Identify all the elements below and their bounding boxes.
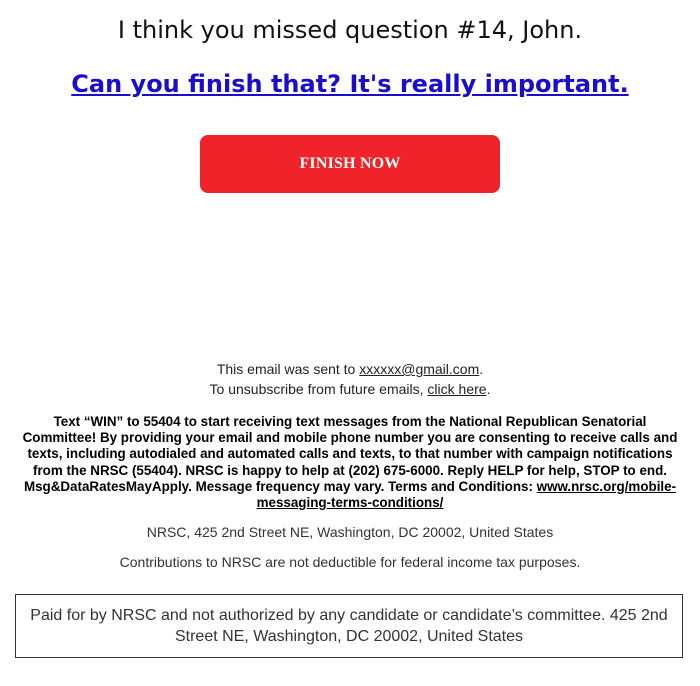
paid-for-box	[15, 594, 683, 658]
finish-now-button[interactable]: FINISH NOW	[200, 135, 500, 193]
paid-for-text: Paid for by NRSC and not authorized by any candidate or candidate’s committee. 425 2nd Street NE, Washington, DC 20002, United States	[30, 607, 668, 645]
terms-conditions-link[interactable]: www.nrsc.org/mobile-messaging-terms-conditions/	[256, 478, 677, 511]
unsubscribe-line	[0, 381, 700, 397]
sent-prefix: This email was sent to	[216, 361, 360, 377]
recipient-email-link[interactable]: xxxxxx@gmail.com	[359, 361, 480, 377]
subhead-link[interactable]: Can you finish that? It's really important.	[71, 70, 629, 98]
unsub-prefix: To unsubscribe from future emails,	[209, 381, 428, 397]
unsubscribe-link[interactable]: click here	[427, 381, 487, 397]
sent-suffix: .	[479, 361, 484, 377]
sms-body: Text “WIN” to 55404 to start receiving text messages from the National Republican Senatorial Committee! By providing your email and mobile phone number you are consenting to receive calls and texts, including autodialed and automated calls and texts, to that number with campaign notifications from the NRSC (55404). NRSC is happy to help at (202) 675-6000. Reply HELP for help, STOP to end. Msg&DataRatesMayApply. Message frequency may vary. Terms and Conditions:	[22, 414, 678, 494]
unsub-suffix: .	[486, 381, 491, 397]
sent-to-line	[0, 361, 700, 377]
mailing-address: NRSC, 425 2nd Street NE, Washington, DC 20002, United States	[146, 524, 554, 540]
contributions-disclaimer: Contributions to NRSC are not deductible for federal income tax purposes.	[119, 554, 581, 570]
headline: I think you missed question #14, John.	[117, 16, 583, 44]
sms-disclaimer	[16, 414, 684, 511]
